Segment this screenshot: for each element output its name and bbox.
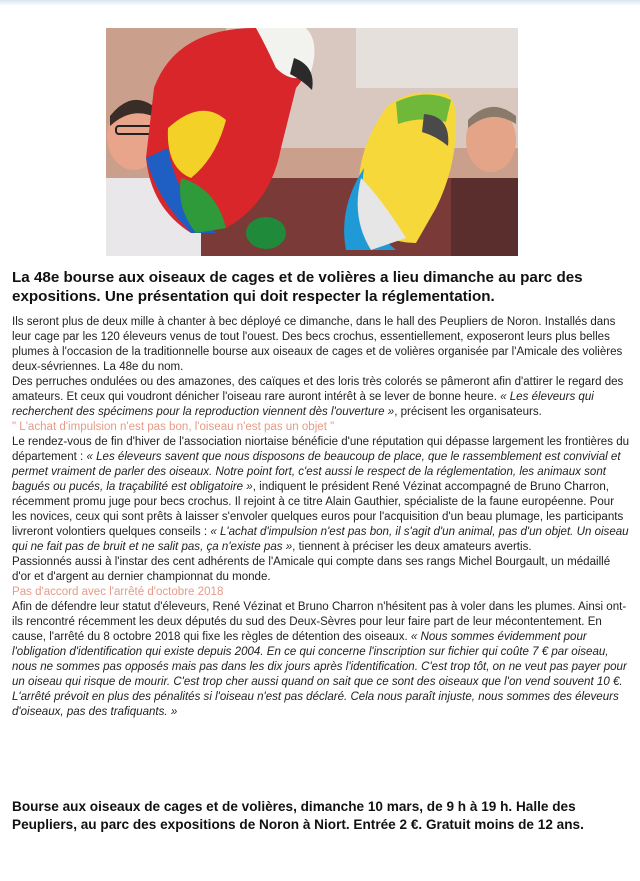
- paragraph-reputation: Le rendez-vous de fin d'hiver de l'association niortaise bénéficie d'une réputation qui dépasse largement les frontières du département : « Les éleveurs savent que nous disposons de beaucoup de place, que le rassemblement est convivial et permet vraiment de parler des oiseaux. Notre point fort, c'est aussi le respect de la réglementation, les animaux sont bagués ou pucés, la traçabilité est obligatoire », indiquent le président René Vézinat accompagné de Bruno Charron, récemment promu juge pour becs crochus. Il rejoint à ce titre Alain Gauthier, spécialiste de la faune européenne. Pour les novices, ceux qui sont prêts à laisser s'envoler quelques euros pour l'acquisition d'un beau plumage, les participants livreront volontiers quelques conseils : « L'achat d'impulsion n'est pas bon, il s'agit d'un animal, pas d'un objet. Un oiseau qui ne fait pas de bruit et ne salit pas, ça n'existe pas », tiennent à préciser les deux amateurs avertis.: [12, 436, 630, 553]
- photo-parrot-sculptures: [106, 28, 518, 256]
- headline: La 48e bourse aux oiseaux de cages et de volières a lieu dimanche au parc des expositions. Une présentation qui doit respecter la réglementation.: [12, 269, 583, 305]
- paragraph-members: Passionnés aussi à l'instar des cent adhérents de l'Amicale qui compte dans ses rangs Michel Bourgault, un médaillé d'or et d'argent au dernier championnat du monde.: [12, 556, 611, 583]
- article-body: [12, 315, 630, 720]
- subheading-regulation: Pas d'accord avec l'arrêté d'octobre 2018: [12, 586, 224, 598]
- event-info-footer: Bourse aux oiseaux de cages et de volières, dimanche 10 mars, de 9 h à 19 h. Halle des Peupliers, au parc des expositions de Noron à Niort. Entrée 2 €. Gratuit moins de 12 ans.: [12, 799, 584, 832]
- article-photo: [106, 28, 518, 256]
- paragraph-species: Des perruches ondulées ou des amazones, des caïques et des loris très colorés se pâmeront afin d'attirer le regard des amateurs. Et ceux qui voudront dénicher l'oiseau rare auront intérêt à se lever de bonne heure. « Les éleveurs qui recherchent des spécimens pour la reproduction viennent dès l'ouverture », précisent les organisateurs.: [12, 376, 624, 418]
- scan-edge: [0, 0, 640, 6]
- paragraph-intro: Ils seront plus de deux mille à chanter à bec déployé ce dimanche, dans le hall des Peupliers de Noron. Installés dans leur cage par les 120 éleveurs venus de tout l'ouest. Des becs crochus, essentiellement, exposeront leurs plus belles plumes à l'occasion de la traditionnelle bourse aux oiseaux de cages et de volières organisée par l'Amicale des volières deux-sévriennes. La 48e du nom.: [12, 316, 623, 373]
- paragraph-regulation: Afin de défendre leur statut d'éleveurs, René Vézinat et Bruno Charron n'hésitent pas à voler dans les plumes. Ainsi ont-ils rencontré récemment les deux députés du sud des Deux-Sèvres pour leur faire part de leur mécontentement. En cause, l'arrêté du 8 octobre 2018 qui fixe les règles de détention des oiseaux. « Nous sommes évidemment pour l'obligation d'identification qui existe depuis 2004. En ce qui concerne l'inscription sur fichier qui coûte 7 € par oiseau, nous ne sommes pas opposés mais pas dans les dix jours après l'identification. C'est trop tôt, on ne veut pas payer pour un oiseau qui risque de mourir. C'est trop cher aussi quand on sait que ce sont des oiseaux que l'on vend souvent 10 €. L'arrêté prévoit en plus des pénalités si l'oiseau n'est pas déclaré. Cela nous paraît injuste, nous sommes des éleveurs d'oiseaux, pas des trafiquants. »: [12, 601, 627, 718]
- subheading-impulse: " L'achat d'impulsion n'est pas bon, l'oiseau n'est pas un objet ": [12, 421, 335, 433]
